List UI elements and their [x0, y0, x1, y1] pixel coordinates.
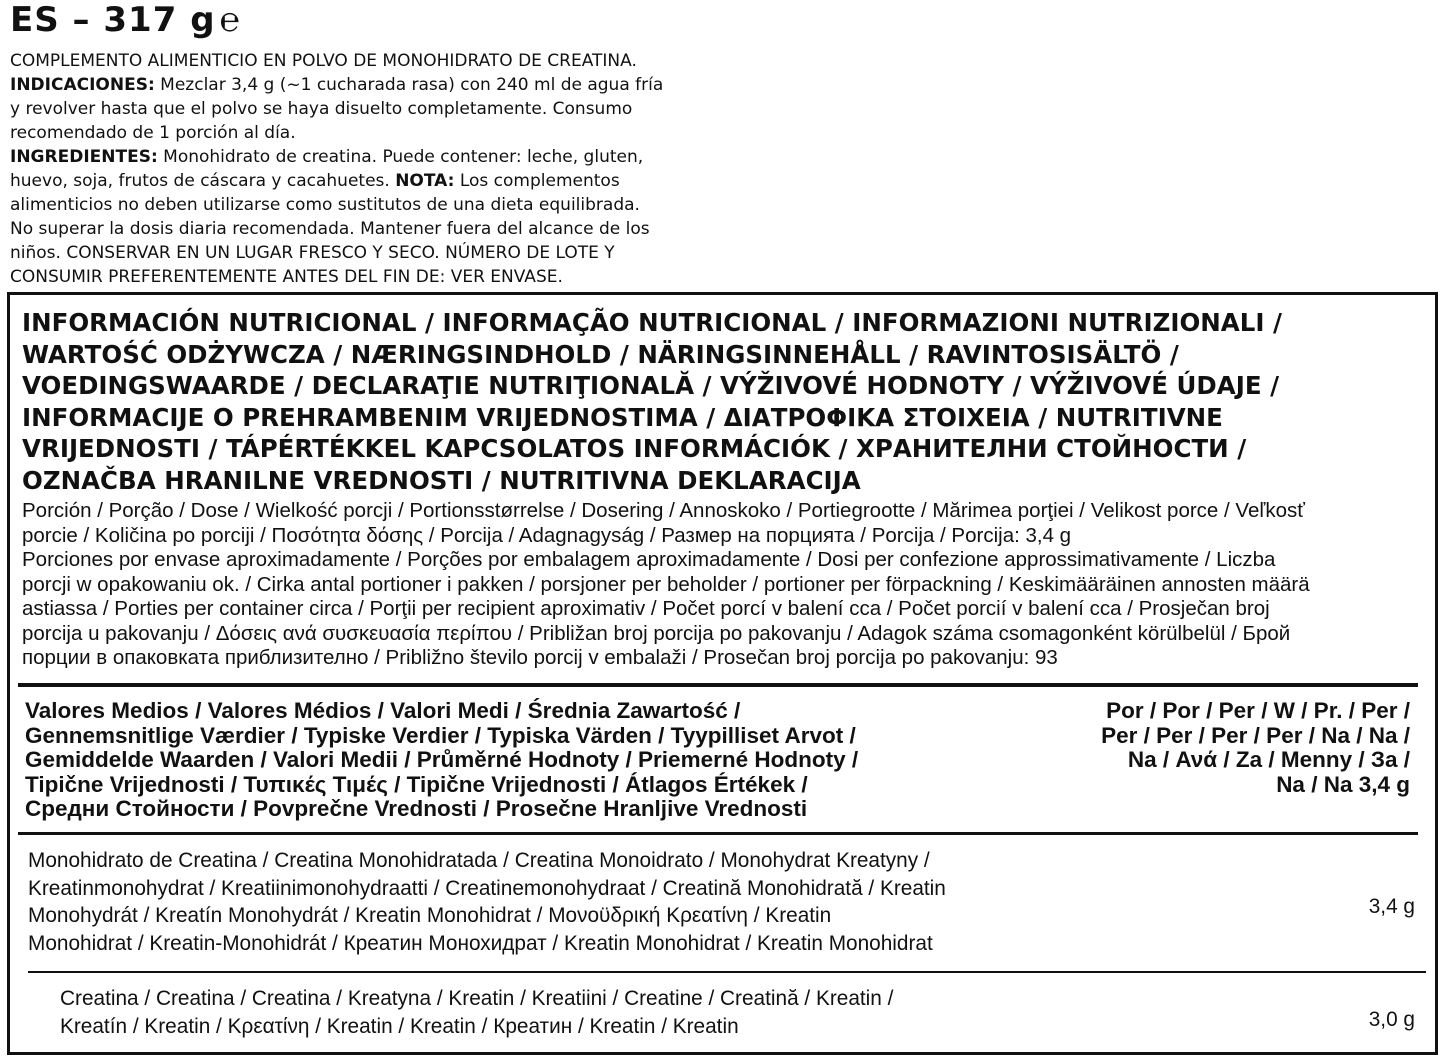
title-line: OZNAČBA HRANILNE VREDNOSTI / NUTRITIVNA DEKLARACIJA [22, 465, 861, 495]
title-line: INFORMACIÓN NUTRICIONAL / INFORMAÇÃO NUTRICIONAL / INFORMAZIONI NUTRIZIONALI / [22, 308, 1282, 337]
section-divider [18, 832, 1418, 835]
serving-info [22, 499, 1427, 671]
average-values-header [25, 699, 1025, 822]
servings-per-container-line: Porciones por envase aproximadamente / Porções por embalagem aproximadamente / Dosi per confezione approssimativamente / Liczba [22, 548, 1276, 571]
per-serving-header [990, 699, 1410, 797]
nutrition-panel [7, 292, 1438, 1055]
product-description: COMPLEMENTO ALIMENTICIO EN POLVO DE MONOHIDRATO DE CREATINA. [10, 51, 637, 71]
table-row-value: 3,4 g [1368, 895, 1415, 918]
row-divider [28, 971, 1426, 973]
title-line: VRIJEDNOSTI / TÁPÉRTÉKKEL KAPCSOLATOS INFORMÁCIÓK / ХРАНИТЕЛНИ СТОЙНОСТИ / [22, 434, 1247, 463]
header-line: Na / Ανά / Za / Menny / За / [1127, 747, 1410, 772]
serving-size-line: Porción / Porção / Dose / Wielkość porcji / Portionsstørrelse / Dosering / Annoskoko / Portiegrootte / Mărimea porţiei / Velikost porce / Veľkosť [22, 499, 1305, 522]
servings-per-container-line: porcji w opakowaniu ok. / Cirka antal portioner i pakken / porsjoner per beholder / portioner per förpackning / Keskimääräinen annosten määrä [22, 572, 1310, 596]
row-label-line: Creatina / Creatina / Creatina / Kreatyna / Kreatin / Kreatiini / Creatine / Creatină / Kreatin / [60, 987, 894, 1010]
ingredients-line: huevo, soja, frutos de cáscara y cacahuetes. NOTA: Los complementos [10, 171, 620, 191]
note-line: No superar la dosis diaria recomendada. Mantener fuera del alcance de los [10, 219, 650, 239]
note-line: niños. CONSERVAR EN UN LUGAR FRESCO Y SECO. NÚMERO DE LOTE Y [10, 243, 615, 263]
note-line: CONSUMIR PREFERENTEMENTE ANTES DEL FIN DE: VER ENVASE. [10, 267, 563, 287]
directions-label: INDICACIONES: [10, 75, 155, 95]
header-line: Средни Стойности / Povprečne Vrednosti / Prosečne Hranljive Vrednosti [25, 796, 808, 821]
note-line: alimenticios no deben utilizarse como sustitutos de una dieta equilibrada. [10, 195, 640, 215]
header-line: Na / Na 3,4 g [1276, 771, 1410, 797]
title-line: INFORMACIJE O PREHRAMBENIM VRIJEDNOSTIMA / ΔΙΑΤΡΟΦΙΚΑ ΣΤΟΙΧΕΙΑ / NUTRITIVNE [22, 402, 1223, 432]
product-header [10, 0, 240, 40]
header-line: Gemiddelde Waarden / Valori Medii / Průměrné Hodnoty / Priemerné Hodnoty / [25, 747, 859, 772]
header-line: Per / Per / Per / Per / Na / Na / [1101, 722, 1410, 748]
row-label-line: Monohidrat / Kreatin-Monohidrát / Креатин Монохидрат / Kreatin Monohidrat / Kreatin Monohidrat [28, 931, 933, 955]
serving-size-line: porcie / Količina po porciji / Ποσότητα δόσης / Porcija / Adagnagyság / Размер на порцията / Porcija / Porcija: 3,4 g [22, 523, 1072, 547]
section-divider [18, 683, 1418, 687]
table-row-label [28, 847, 946, 957]
ingredients-paragraph: INGREDIENTES: Monohidrato de creatina. Puede contener: leche, gluten, [10, 147, 644, 167]
note-label: NOTA: [395, 171, 455, 191]
header-line: Tipične Vrijednosti / Τυπικές Τιμές / Tipične Vrijednosti / Átlagos Értékek / [25, 771, 808, 797]
servings-per-container-line: porcija u pakovanju / Δόσεις ανά συσκευασία περίπου / Približan broj porcija po pakovanju / Adagok száma csomagonként körülbelül / Брой [22, 621, 1291, 645]
estimated-sign: ℮ [219, 0, 240, 40]
row-label-line: Monohidrato de Creatina / Creatina Monohidratada / Creatina Monoidrato / Monohydrat Kreatyny / [28, 849, 930, 872]
table-row-label [60, 985, 893, 1040]
servings-per-container-line: astiassa / Porties per container circa / Porţii per recipient aproximativ / Počet porcí v balení cca / Počet porcií v balení cca / Prosječan broj [22, 597, 1270, 620]
directions-line: y revolver hasta que el polvo se haya disuelto completamente. Consumo [10, 99, 633, 119]
servings-per-container-line: порции в опаковката приблизително / Približno število porcij v embalaži / Prosečan broj porcija po pakovanju: 93 [22, 646, 1058, 669]
directions-paragraph: INDICACIONES: Mezclar 3,4 g (~1 cucharada rasa) con 240 ml de agua fría [10, 75, 664, 95]
title-line: VOEDINGSWAARDE / DECLARAŢIE NUTRIŢIONALĂ / VÝŽIVOVÉ HODNOTY / VÝŽIVOVÉ ÚDAJE / [22, 371, 1280, 400]
nutrition-title [22, 307, 1422, 496]
header-line: Por / Por / Per / W / Pr. / Per / [1106, 698, 1410, 723]
header-line: Valores Medios / Valores Médios / Valori Medi / Średnia Zawartość / [25, 698, 741, 723]
title-line: WARTOŚĆ ODŻYWCZA / NÆRINGSINDHOLD / NÄRINGSINNEHÅLL / RAVINTOSISÄLTÖ / [22, 339, 1179, 369]
product-code: ES – 317 g [10, 0, 216, 40]
ingredients-label: INGREDIENTES: [10, 147, 158, 167]
row-label-line: Monohydrát / Kreatín Monohydrát / Kreatin Monohidrat / Μονοϋδρική Κρεατίνη / Kreatin [28, 904, 832, 927]
directions-line: recomendado de 1 porción al día. [10, 123, 296, 143]
row-label-line: Kreatín / Kreatin / Κρεατίνη / Kreatin / Kreatin / Креатин / Kreatin / Kreatin [60, 1014, 739, 1038]
header-line: Gennemsnitlige Værdier / Typiske Verdier / Typiska Värden / Tyypilliset Arvot / [25, 722, 856, 748]
table-row-value: 3,0 g [1368, 1008, 1415, 1031]
product-info [10, 49, 710, 289]
row-label-line: Kreatinmonohydrat / Kreatiinimonohydraatti / Creatinemonohydraat / Creatină Monohidrată / Kreatin [28, 876, 946, 900]
